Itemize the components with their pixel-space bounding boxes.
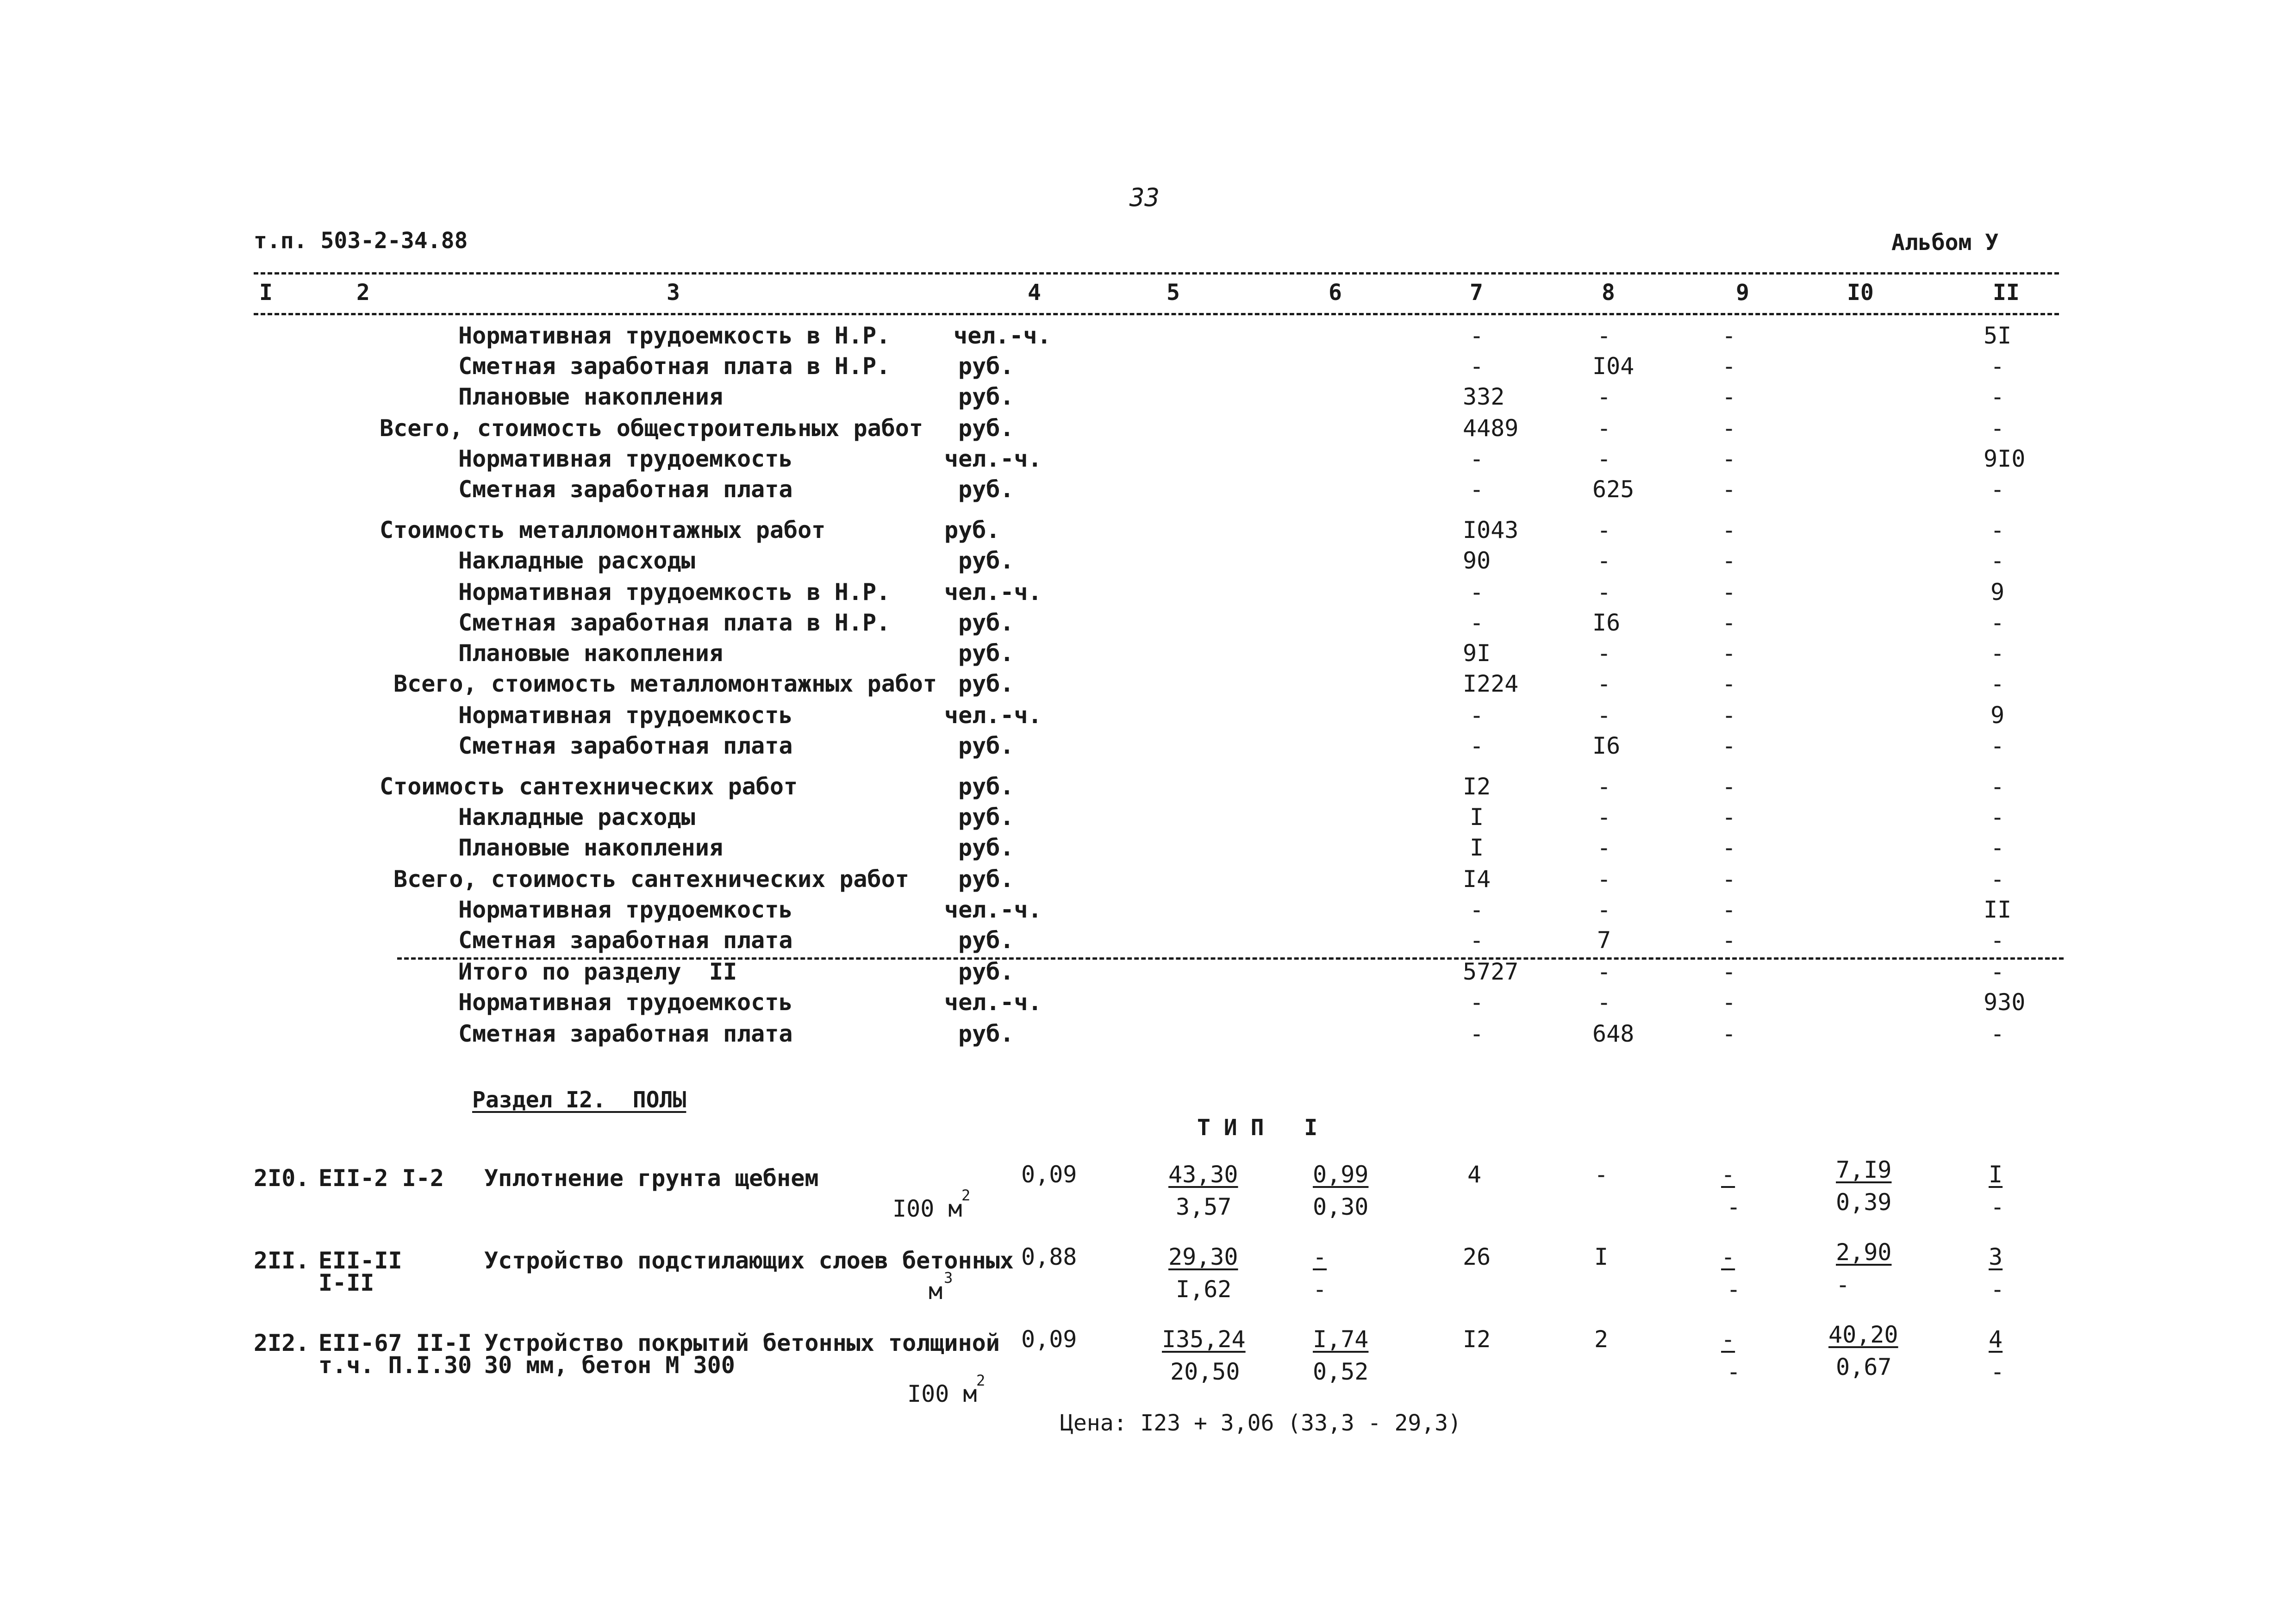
row-label: Нормативная трудоемкость: [458, 896, 793, 923]
column-header-2: 2: [356, 280, 370, 306]
col11-value: -: [1990, 640, 2005, 667]
col11-value: -: [1990, 547, 2005, 574]
col9-upper: -: [1721, 1326, 1735, 1353]
column-header-1: I: [259, 280, 273, 306]
row-unit: чел.-ч.: [954, 322, 1051, 349]
col8-value: 2: [1594, 1326, 1609, 1353]
column-header-4: 4: [1028, 280, 1041, 306]
item-unit-exponent: 3: [944, 1269, 953, 1287]
col7-value: I2: [1463, 773, 1491, 800]
row-unit: руб.: [958, 834, 1014, 861]
col9-value: -: [1722, 732, 1736, 759]
item-description: Уплотнение грунта щебнем: [484, 1165, 819, 1192]
col5-lower: I,62: [1176, 1276, 1232, 1303]
column-header-5: 5: [1167, 280, 1180, 306]
page-number: 33: [1129, 183, 1160, 212]
col7-value: I: [1470, 804, 1484, 831]
col8-value: -: [1597, 958, 1611, 985]
col7-value: -: [1470, 896, 1484, 923]
col10-upper: 40,20: [1828, 1321, 1898, 1348]
col9-value: -: [1722, 445, 1736, 472]
col7-value: -: [1470, 322, 1484, 349]
item-description: Устройство подстилающих слоев бетонных: [484, 1247, 1014, 1274]
row-label: Всего, стоимость сантехнических работ: [393, 866, 909, 893]
col7-value: -: [1470, 1020, 1484, 1047]
col7-value: -: [1470, 445, 1484, 472]
col9-value: -: [1722, 415, 1736, 442]
item-unit-exponent: 2: [961, 1187, 971, 1204]
col10-lower: -: [1836, 1271, 1850, 1298]
col11-value: -: [1990, 670, 2005, 697]
col4-value: 0,09: [1021, 1326, 1077, 1353]
row-unit: руб.: [958, 415, 1014, 442]
col9-lower: -: [1727, 1276, 1741, 1303]
row-unit: чел.-ч.: [944, 896, 1042, 923]
row-label: Итого по разделу II: [458, 958, 737, 985]
col11-value: -: [1990, 383, 2005, 410]
row-label: Плановые накопления: [458, 383, 723, 410]
col8-value: -: [1597, 804, 1611, 831]
item-code-line2: I-II: [318, 1269, 374, 1296]
row-label: Всего, стоимость общестроительных работ: [380, 415, 923, 442]
col11-value: -: [1990, 415, 2005, 442]
row-label: Нормативная трудоемкость в Н.Р.: [458, 322, 891, 349]
col8-value: -: [1597, 640, 1611, 667]
col11-lower: -: [1990, 1193, 2005, 1220]
col8-value: -: [1597, 702, 1611, 729]
row-label: Накладные расходы: [458, 547, 695, 574]
col8-value: -: [1597, 445, 1611, 472]
col11-value: -: [1990, 804, 2005, 831]
col8-value: -: [1597, 517, 1611, 543]
col4-value: 0,09: [1021, 1161, 1077, 1188]
row-unit: руб.: [958, 353, 1014, 380]
row-label: Нормативная трудоемкость: [458, 702, 793, 729]
row-unit: руб.: [958, 547, 1014, 574]
col11-value: -: [1990, 476, 2005, 503]
col11-value: -: [1990, 927, 2005, 954]
col7-value: I4: [1463, 866, 1491, 893]
column-header-3: 3: [667, 280, 680, 306]
row-label: Плановые накопления: [458, 834, 723, 861]
col7-value: -: [1470, 702, 1484, 729]
row-label: Сметная заработная плата: [458, 476, 793, 503]
col11-lower: -: [1990, 1358, 2005, 1385]
col8-value: -: [1597, 773, 1611, 800]
doc-reference: т.п. 503-2-34.88: [254, 228, 468, 254]
col8-value: -: [1597, 834, 1611, 861]
col11-value: 9: [1990, 579, 2005, 606]
col11-upper: I: [1989, 1161, 2003, 1188]
col10-lower: 0,67: [1836, 1354, 1892, 1380]
row-unit: руб.: [944, 517, 1000, 543]
row-label: Всего, стоимость металломонтажных работ: [393, 670, 937, 697]
item-code: ЕII-2 I-2: [318, 1165, 444, 1192]
row-unit: руб.: [958, 1020, 1014, 1047]
column-header-10: I0: [1847, 280, 1874, 306]
item-number: 2I2.: [254, 1330, 310, 1356]
item-number: 2I0.: [254, 1165, 310, 1192]
col11-value: 930: [1984, 989, 2026, 1016]
item-unit: I00 м: [892, 1195, 962, 1222]
item-number: 2II.: [254, 1247, 310, 1274]
col8-value: -: [1597, 415, 1611, 442]
col9-lower: -: [1727, 1193, 1741, 1220]
col8-value: -: [1597, 322, 1611, 349]
col9-value: -: [1722, 804, 1736, 831]
col9-value: -: [1722, 927, 1736, 954]
col11-value: 9I0: [1984, 445, 2026, 472]
col9-value: -: [1722, 989, 1736, 1016]
row-unit: руб.: [958, 773, 1014, 800]
col10-upper: 2,90: [1836, 1239, 1892, 1266]
col11-value: -: [1990, 866, 2005, 893]
col11-value: -: [1990, 353, 2005, 380]
col7-value: 90: [1463, 547, 1491, 574]
col11-value: -: [1990, 958, 2005, 985]
col7-value: 4: [1467, 1161, 1482, 1188]
column-header-9: 9: [1736, 280, 1749, 306]
col9-value: -: [1722, 670, 1736, 697]
col7-value: 9I: [1463, 640, 1491, 667]
col11-lower: -: [1990, 1276, 2005, 1303]
col8-value: -: [1597, 670, 1611, 697]
col7-value: I: [1470, 834, 1484, 861]
column-header-8: 8: [1602, 280, 1615, 306]
col9-value: -: [1722, 579, 1736, 606]
col11-value: -: [1990, 773, 2005, 800]
row-unit: руб.: [958, 476, 1014, 503]
col7-value: I043: [1463, 517, 1519, 543]
col11-value: 5I: [1984, 322, 2012, 349]
row-label: Сметная заработная плата: [458, 927, 793, 954]
col8-value: -: [1597, 579, 1611, 606]
col8-value: 7: [1597, 927, 1611, 954]
col8-value: -: [1597, 896, 1611, 923]
col11-value: -: [1990, 1020, 2005, 1047]
item-unit: м: [929, 1278, 943, 1305]
col4-value: 0,88: [1021, 1243, 1077, 1270]
col9-value: -: [1722, 702, 1736, 729]
col11-upper: 3: [1989, 1243, 2003, 1270]
col7-value: I224: [1463, 670, 1519, 697]
row-unit: руб.: [958, 732, 1014, 759]
col9-value: -: [1722, 834, 1736, 861]
col10-upper: 7,I9: [1836, 1156, 1892, 1183]
col7-value: 332: [1463, 383, 1505, 410]
row-unit: руб.: [958, 670, 1014, 697]
row-label: Нормативная трудоемкость: [458, 989, 793, 1016]
row-label: Сметная заработная плата: [458, 1020, 793, 1047]
col7-value: I2: [1463, 1326, 1491, 1353]
col8-value: -: [1597, 547, 1611, 574]
col11-value: -: [1990, 609, 2005, 636]
item-code: ЕII-II: [318, 1247, 402, 1274]
row-unit: чел.-ч.: [944, 445, 1042, 472]
album-label: Альбом У: [1891, 230, 1999, 256]
col6-lower: 0,52: [1313, 1358, 1369, 1385]
header-bottom-rule: [254, 313, 2059, 315]
col7-value: -: [1470, 927, 1484, 954]
item-description: Устройство покрытий бетонных толщиной: [484, 1330, 1000, 1356]
col7-value: -: [1470, 476, 1484, 503]
col6-upper: -: [1313, 1243, 1327, 1270]
col9-value: -: [1722, 517, 1736, 543]
col8-value: I6: [1592, 732, 1621, 759]
col6-lower: 0,30: [1313, 1193, 1369, 1220]
row-label: Сметная заработная плата: [458, 732, 793, 759]
col8-value: -: [1597, 383, 1611, 410]
col9-value: -: [1722, 476, 1736, 503]
row-unit: руб.: [958, 609, 1014, 636]
col11-value: 9: [1990, 702, 2005, 729]
row-label: Стоимость металломонтажных работ: [380, 517, 826, 543]
row-unit: руб.: [958, 866, 1014, 893]
row-unit: чел.-ч.: [944, 989, 1042, 1016]
col7-value: 4489: [1463, 415, 1519, 442]
col9-lower: -: [1727, 1358, 1741, 1385]
col9-value: -: [1722, 958, 1736, 985]
row-unit: руб.: [958, 383, 1014, 410]
col8-value: -: [1594, 1161, 1609, 1188]
col5-lower: 3,57: [1176, 1193, 1232, 1220]
row-unit: руб.: [958, 927, 1014, 954]
col6-lower: -: [1313, 1276, 1327, 1303]
col9-upper: -: [1721, 1243, 1735, 1270]
col5-lower: 20,50: [1170, 1358, 1240, 1385]
col7-value: -: [1470, 989, 1484, 1016]
item-unit: I00 м: [907, 1380, 977, 1407]
col11-value: -: [1990, 517, 2005, 543]
col8-value: -: [1597, 866, 1611, 893]
col9-value: -: [1722, 322, 1736, 349]
col9-value: -: [1722, 1020, 1736, 1047]
item-code-line2: т.ч. П.I.30: [318, 1352, 472, 1379]
col8-value: 625: [1592, 476, 1635, 503]
item-description-line2: 30 мм, бетон М 300: [484, 1352, 735, 1379]
section-title: Раздел I2. ПОЛЫ: [472, 1087, 686, 1113]
col8-value: I: [1594, 1243, 1609, 1270]
col10-lower: 0,39: [1836, 1189, 1892, 1216]
col9-value: -: [1722, 383, 1736, 410]
col9-value: -: [1722, 866, 1736, 893]
row-label: Накладные расходы: [458, 804, 695, 831]
col9-value: -: [1722, 896, 1736, 923]
row-label: Сметная заработная плата в Н.Р.: [458, 353, 891, 380]
col5-upper: 43,30: [1168, 1161, 1238, 1188]
col7-value: -: [1470, 609, 1484, 636]
row-label: Нормативная трудоемкость в Н.Р.: [458, 579, 891, 606]
col7-value: 26: [1463, 1243, 1491, 1270]
col9-value: -: [1722, 547, 1736, 574]
column-header-11: II: [1993, 280, 2020, 306]
col11-value: II: [1984, 896, 2012, 923]
item-code: ЕII-67 II-I: [318, 1330, 472, 1356]
col9-value: -: [1722, 773, 1736, 800]
col5-upper: I35,24: [1162, 1326, 1246, 1353]
col8-value: 648: [1592, 1020, 1635, 1047]
col7-value: -: [1470, 579, 1484, 606]
header-top-rule: [254, 272, 2059, 275]
col9-value: -: [1722, 609, 1736, 636]
col7-value: -: [1470, 353, 1484, 380]
row-unit: чел.-ч.: [944, 702, 1042, 729]
row-label: Сметная заработная плата в Н.Р.: [458, 609, 891, 636]
col8-value: I6: [1592, 609, 1621, 636]
row-label: Плановые накопления: [458, 640, 723, 667]
col9-value: -: [1722, 640, 1736, 667]
col11-value: -: [1990, 834, 2005, 861]
col11-upper: 4: [1989, 1326, 2003, 1353]
col6-upper: I,74: [1313, 1326, 1369, 1353]
column-header-6: 6: [1329, 280, 1342, 306]
type-title: Т И П I: [1197, 1115, 1318, 1141]
row-unit: руб.: [958, 804, 1014, 831]
col5-upper: 29,30: [1168, 1243, 1238, 1270]
item-unit-exponent: 2: [976, 1372, 986, 1389]
row-unit: руб.: [958, 640, 1014, 667]
row-unit: чел.-ч.: [944, 579, 1042, 606]
col9-upper: -: [1721, 1161, 1735, 1188]
row-label: Стоимость сантехнических работ: [380, 773, 798, 800]
col8-value: I04: [1592, 353, 1635, 380]
row-label: Нормативная трудоемкость: [458, 445, 793, 472]
col7-value: -: [1470, 732, 1484, 759]
section-separator-rule: [397, 957, 2064, 960]
price-note: Цена: I23 + 3,06 (33,3 - 29,3): [1060, 1410, 1461, 1436]
col9-value: -: [1722, 353, 1736, 380]
row-unit: руб.: [958, 958, 1014, 985]
col8-value: -: [1597, 989, 1611, 1016]
col6-upper: 0,99: [1313, 1161, 1369, 1188]
column-header-7: 7: [1470, 280, 1483, 306]
col11-value: -: [1990, 732, 2005, 759]
col7-value: 5727: [1463, 958, 1519, 985]
